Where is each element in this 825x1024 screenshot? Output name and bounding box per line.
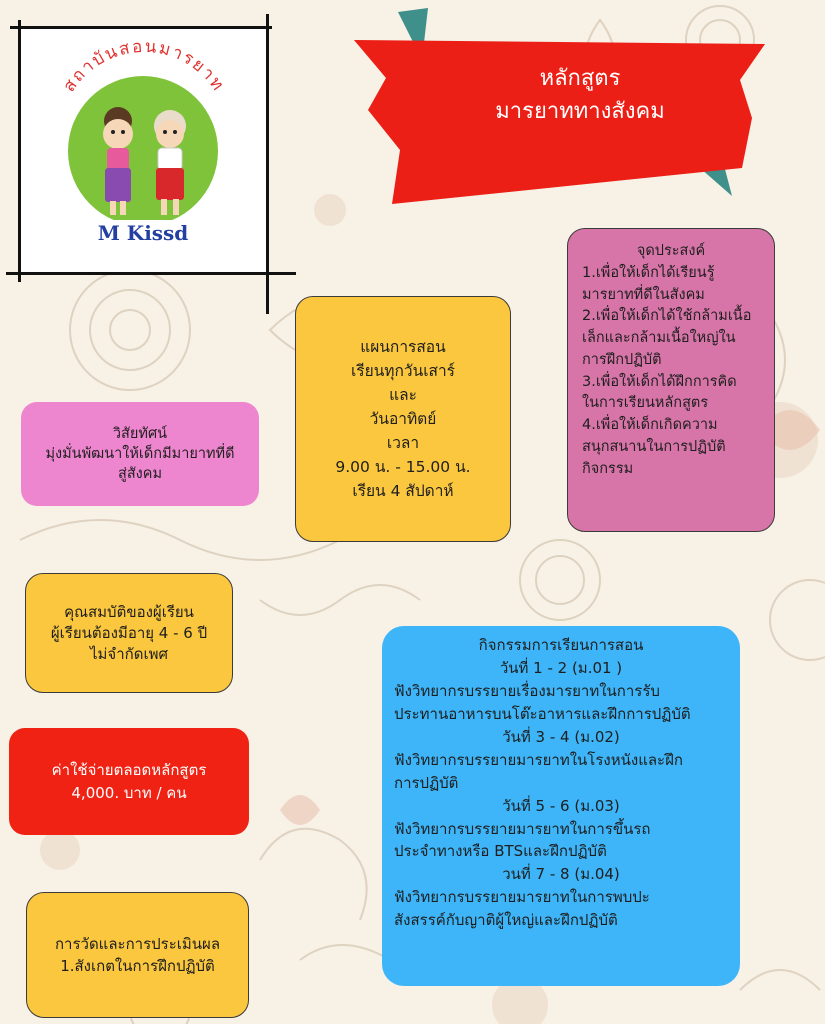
frame-line-left	[18, 20, 21, 282]
objective-line: 2.เพื่อให้เด็กได้ใช้กล้ามเนื้อ	[582, 308, 752, 325]
logo-brand-text: M Kissd	[97, 221, 189, 245]
vision-box	[21, 402, 259, 506]
objectives-box	[567, 228, 775, 532]
evaluation-box	[26, 892, 249, 1018]
activity-day-heading: วันที่ 5 - 6 (ม.03)	[502, 796, 620, 815]
girl-figure-icon	[103, 107, 133, 215]
cost-value: 4,000. บาท / คน	[71, 783, 187, 802]
objective-line: มารยาทที่ดีในสังคม	[582, 286, 705, 303]
objective-line: สนุกสนานในการปฏิบัติ	[582, 438, 726, 455]
objective-line: 3.เพื่อให้เด็กได้ฝึกการคิด	[582, 373, 737, 390]
evaluation-title: การวัดและการประเมินผล	[54, 934, 221, 953]
activity-line: ประจำทางหรือ BTSและฝึกปฏิบัติ	[394, 842, 607, 861]
vision-line: มุ่งมั่นพัฒนาให้เด็กมีมายาทที่ดี	[45, 445, 235, 462]
plan-line: แผนการสอน	[360, 337, 446, 356]
plan-line: เวลา	[386, 434, 420, 452]
activity-line: สังสรรค์กับญาติผู้ใหญ่และฝึกปฏิบัติ	[394, 911, 618, 930]
activity-day-heading: วันที่ 3 - 4 (ม.02)	[502, 727, 620, 746]
teaching-plan-box	[295, 296, 511, 542]
plan-line: เรียน 4 สัปดาห์	[352, 482, 454, 501]
activity-line: ฟังวิทยากรบรรยายเรื่องมารยาทในการรับ	[394, 681, 660, 700]
plan-line: และ	[389, 385, 417, 404]
activities-box	[382, 626, 740, 986]
qualification-line: ไม่จำกัดเพศ	[89, 644, 168, 663]
activities-title: กิจกรรมการเรียนการสอน	[478, 636, 644, 654]
objective-line: 4.เพื่อให้เด็กเกิดความ	[582, 417, 718, 433]
activity-day-heading: วนที่ 7 - 8 (ม.04)	[502, 865, 620, 884]
activity-day-heading: วันที่ 1 - 2 (ม.01 )	[499, 658, 623, 677]
boy-figure-icon	[154, 110, 186, 215]
vision-line: สู่สังคม	[117, 466, 163, 483]
plan-line: วันอาทิตย์	[369, 409, 437, 428]
banner-title-line2: มารยาททางสังคม	[495, 99, 665, 124]
evaluation-line: 1.สังเกตในการฝึกปฏิบัติ	[60, 957, 215, 975]
plan-line: 9.00 น. - 15.00 น.	[335, 458, 471, 477]
objective-line: เล็กและกล้ามเนื้อใหญ่ใน	[582, 330, 736, 346]
frame-line-right	[266, 14, 269, 314]
banner-title-line1: หลักสูตร	[539, 66, 621, 91]
title-banner	[340, 0, 780, 215]
logo-emblem	[18, 26, 268, 274]
objective-line: 1.เพื่อให้เด็กได้เรียนรู้	[582, 264, 715, 281]
activity-line: ฟังวิทยากรบรรยายมารยาทในโรงหนังและฝึก	[394, 750, 683, 769]
vision-title: วิสัยทัศน์	[112, 425, 168, 442]
objective-line: ในการเรียนหลักสูตร	[582, 395, 709, 412]
activity-line: การปฏิบัติ	[394, 773, 459, 792]
activity-line: ประทานอาหารบนโต๊ะอาหารและฝึกการปฏิบัติ	[394, 704, 691, 723]
frame-line-top	[10, 26, 272, 29]
logo-arc-text: สถาบันสอนมารยาท	[59, 36, 229, 96]
qualification-title: คุณสมบัติของผู้เรียน	[64, 602, 194, 621]
activity-line: ฟังวิทยากรบรรยายมารยาทในการขึ้นรถ	[394, 819, 651, 838]
qualification-box	[25, 573, 233, 693]
objectives-title: จุดประสงค์	[636, 243, 706, 259]
banner-title	[420, 62, 740, 128]
plan-line: เรียนทุกวันเสาร์	[351, 361, 455, 380]
objective-line: กิจกรรม	[582, 460, 634, 477]
qualification-line: ผู้เรียนต้องมีอายุ 4 - 6 ปี	[50, 623, 208, 642]
frame-line-bottom	[6, 272, 296, 275]
cost-title: ค่าใช้จ่ายตลอดหลักสูตร	[51, 761, 207, 779]
objective-line: การฝึกปฏิบัติ	[582, 351, 662, 368]
cost-box	[9, 728, 249, 835]
logo-card	[18, 26, 268, 274]
activity-line: ฟังวิทยากรบรรยายมารยาทในการพบปะ	[394, 888, 650, 907]
